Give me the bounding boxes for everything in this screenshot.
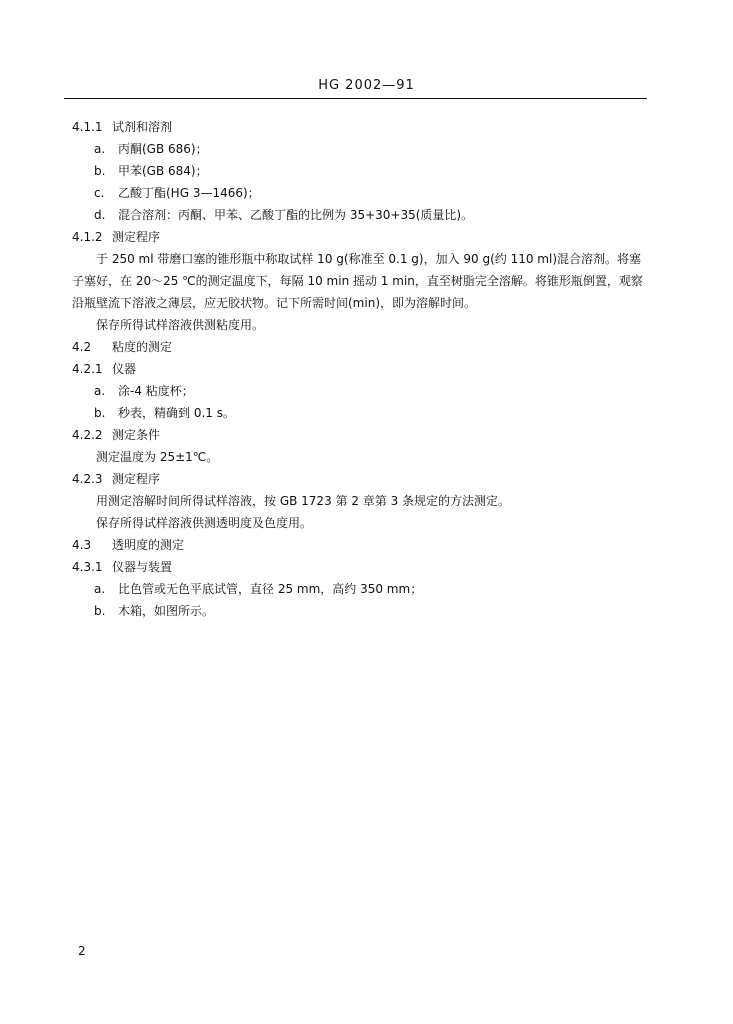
list-item — [72, 204, 652, 226]
test-condition-text: 测定温度为 25±1℃。 — [96, 450, 219, 464]
list-item-key: a. — [94, 384, 106, 398]
document-body — [72, 116, 652, 622]
list-item — [72, 402, 652, 424]
section-title: 测定程序 — [112, 472, 161, 486]
list-item-text: 乙酸丁酯(HG 3—1466)； — [118, 186, 260, 200]
paragraph-save-solution: 保存所得试样溶液供测粘度用。 — [96, 318, 265, 332]
section-heading-4-3 — [72, 534, 652, 556]
list-item-key: d. — [94, 208, 106, 222]
section-number: 4.3 — [72, 538, 92, 552]
section-heading-4-1-2 — [72, 226, 652, 248]
section-title: 试剂和溶剂 — [112, 120, 173, 134]
paragraph-viscosity-procedure: 用测定溶解时间所得试样溶液，按 GB 1723 第 2 章第 3 条规定的方法测定。 — [96, 494, 511, 508]
list-item — [72, 138, 652, 160]
section-number: 4.3.1 — [72, 560, 103, 574]
list-item — [72, 578, 652, 600]
section-heading-4-3-1 — [72, 556, 652, 578]
section-number: 4.1.1 — [72, 120, 103, 134]
list-item-key: a. — [94, 142, 106, 156]
list-item-key: b. — [94, 604, 106, 618]
list-item — [72, 182, 652, 204]
paragraph-save-solution-transparency: 保存所得试样溶液供测透明度及色度用。 — [96, 516, 313, 530]
section-title: 粘度的测定 — [112, 340, 173, 354]
section-heading-4-2-3 — [72, 468, 652, 490]
section-title: 透明度的测定 — [112, 538, 185, 552]
section-heading-4-2-2 — [72, 424, 652, 446]
section-number: 4.2.1 — [72, 362, 103, 376]
section-heading-4-1-1 — [72, 116, 652, 138]
list-item-text: 木箱，如图所示。 — [118, 604, 215, 618]
document-code: HG 2002—91 — [318, 78, 415, 93]
list-item-key: c. — [94, 186, 105, 200]
list-item — [72, 600, 652, 622]
list-item-text: 比色管或无色平底试管，直径 25 mm，高约 350 mm； — [118, 582, 423, 596]
list-item — [72, 380, 652, 402]
list-item-key: b. — [94, 406, 106, 420]
section-title: 测定程序 — [112, 230, 161, 244]
list-item-key: b. — [94, 164, 106, 178]
section-number: 4.1.2 — [72, 230, 103, 244]
section-heading-4-2-1 — [72, 358, 652, 380]
header-rule — [64, 98, 647, 99]
page-number: 2 — [78, 944, 86, 958]
section-title: 测定条件 — [112, 428, 161, 442]
list-item-text: 混合溶剂：丙酮、甲苯、乙酸丁酯的比例为 35+30+35(质量比)。 — [118, 208, 474, 222]
list-item-text: 秒表，精确到 0.1 s。 — [118, 406, 235, 420]
section-heading-4-2 — [72, 336, 652, 358]
list-item — [72, 160, 652, 182]
list-item-text: 涂-4 粘度杯； — [118, 384, 194, 398]
section-number: 4.2 — [72, 340, 92, 354]
list-item-key: a. — [94, 582, 106, 596]
section-title: 仪器与装置 — [112, 560, 173, 574]
list-item-text: 甲苯(GB 684)； — [118, 164, 208, 178]
section-number: 4.2.3 — [72, 472, 103, 486]
list-item-text: 丙酮(GB 686)； — [118, 142, 208, 156]
section-title: 仪器 — [112, 362, 137, 376]
paragraph-dissolution-procedure: 于 250 ml 带磨口塞的锥形瓶中称取试样 10 g(称准至 0.1 g)，加入 90 g(约 110 ml)混合溶剂。将塞子塞好，在 20～25 ℃的测定温度下，每隔 10 min 摇动 1 min，直至树脂完全溶解。将锥形瓶倒置，观察沿瓶壁流下溶液之薄层，应无胶状物。记下所需时间(min)，即为溶解时间。 — [72, 252, 643, 310]
section-number: 4.2.2 — [72, 428, 103, 442]
